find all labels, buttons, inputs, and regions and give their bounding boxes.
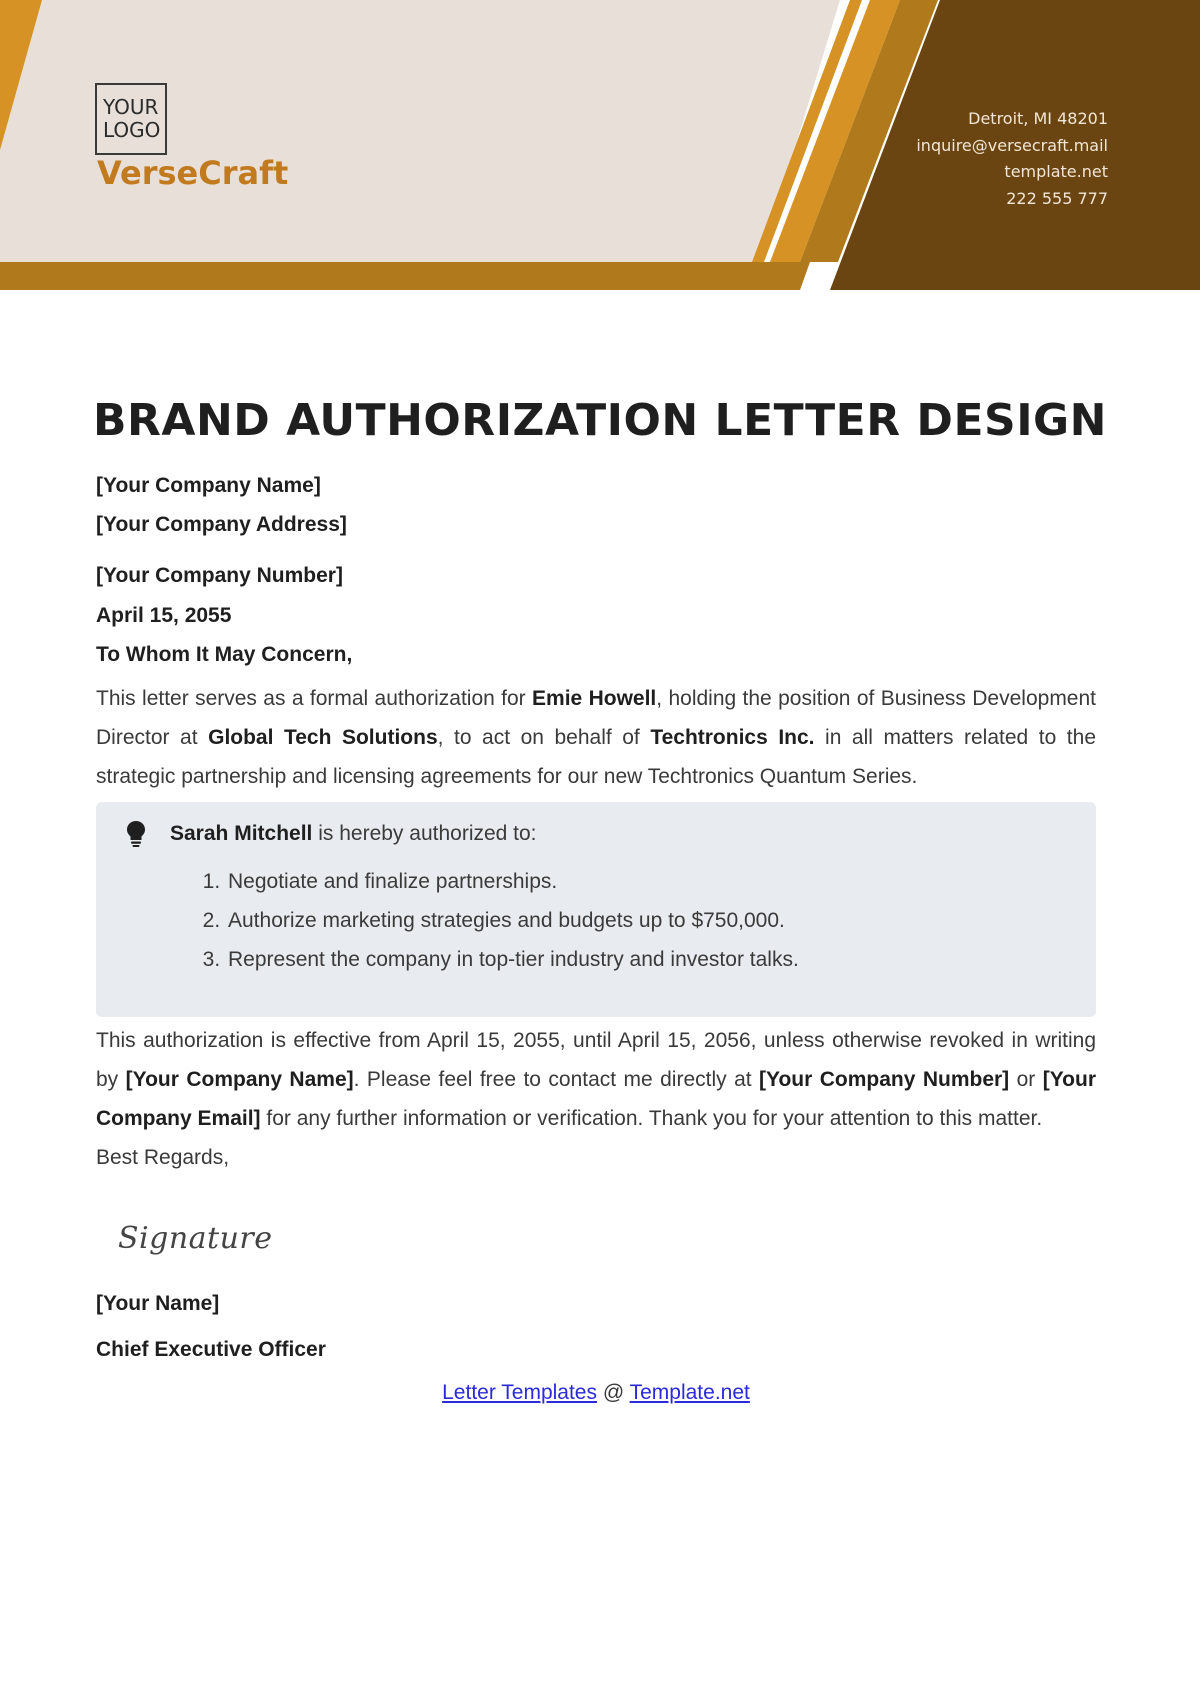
footer-credit xyxy=(96,1375,1096,1411)
intro-text-1: This letter serves as a formal authorization for xyxy=(96,687,533,710)
letter-date: April 15, 2055 xyxy=(96,604,232,627)
company-number-placeholder: [Your Company Number] xyxy=(759,1068,1010,1091)
authorized-person: Emie Howell xyxy=(532,687,657,710)
contact-info xyxy=(916,106,1108,212)
sender-name: [Your Name] xyxy=(96,1292,220,1315)
letter-body xyxy=(96,473,1096,1411)
lightbulb-icon xyxy=(126,820,146,848)
list-item: 2. Authorize marketing strategies and budgets up to $750,000. xyxy=(226,901,1072,940)
contact-website: template.net xyxy=(1004,162,1108,181)
document-title: BRAND AUTHORIZATION LETTER DESIGN xyxy=(93,395,1107,446)
intro-paragraph xyxy=(96,679,1096,796)
letter-templates-link[interactable]: Letter Templates xyxy=(442,1381,597,1404)
footer-separator: @ xyxy=(597,1381,630,1404)
company-address-field: [Your Company Address] xyxy=(96,513,347,536)
list-item: 1. Negotiate and finalize partnerships. xyxy=(226,862,1072,901)
effective-paragraph xyxy=(96,1021,1096,1138)
organization-name: Global Tech Solutions xyxy=(208,726,438,749)
company-name-placeholder: [Your Company Name] xyxy=(125,1068,354,1091)
effective-text-2: . Please feel free to contact me directly at xyxy=(353,1068,760,1091)
company-name-field: [Your Company Name] xyxy=(96,474,321,497)
company-email-placeholder: [Your Company Email] xyxy=(96,1068,1097,1130)
authorized-name: Sarah Mitchell xyxy=(170,822,313,845)
effective-text-3: or xyxy=(1009,1068,1043,1091)
authorization-callout xyxy=(96,802,1096,1017)
logo-text-line-1: YOUR xyxy=(103,95,159,119)
letterhead xyxy=(0,0,1200,290)
company-name: Techtronics Inc. xyxy=(650,726,815,749)
effective-text-4: for any further information or verification. Thank you for your attention to this matter. xyxy=(260,1107,1043,1130)
callout-heading-text: is hereby authorized to: xyxy=(312,822,537,845)
list-item: 3. Represent the company in top-tier industry and investor talks. xyxy=(226,940,1072,979)
closing-line: Best Regards, xyxy=(96,1146,230,1169)
intro-text-2: , holding the position of Business Development Director at xyxy=(96,687,1097,749)
signature: Signature xyxy=(118,1221,273,1256)
contact-address: Detroit, MI 48201 xyxy=(968,109,1108,128)
logo-placeholder xyxy=(95,83,167,155)
effective-text-1: This authorization is effective from April 15, 2055, until April 15, 2056, unless otherwise revoked in writing by xyxy=(96,1029,1096,1091)
authorization-list xyxy=(126,862,1072,979)
intro-text-4: in all matters related to the strategic partnership and licensing agreements for our new Techtronics Quantum Series. xyxy=(96,726,1096,788)
brand-name: VerseCraft xyxy=(97,154,289,192)
company-number-field: [Your Company Number] xyxy=(96,564,343,587)
contact-email: inquire@versecraft.mail xyxy=(916,135,1108,155)
logo-text-line-2: LOGO xyxy=(103,118,161,142)
sender-title: Chief Executive Officer xyxy=(96,1338,326,1361)
callout-heading xyxy=(170,816,1072,852)
salutation: To Whom It May Concern, xyxy=(96,643,353,666)
contact-phone: 222 555 777 xyxy=(1006,188,1108,208)
intro-text-3: , to act on behalf of xyxy=(437,726,651,749)
template-net-link[interactable]: Template.net xyxy=(629,1381,750,1404)
